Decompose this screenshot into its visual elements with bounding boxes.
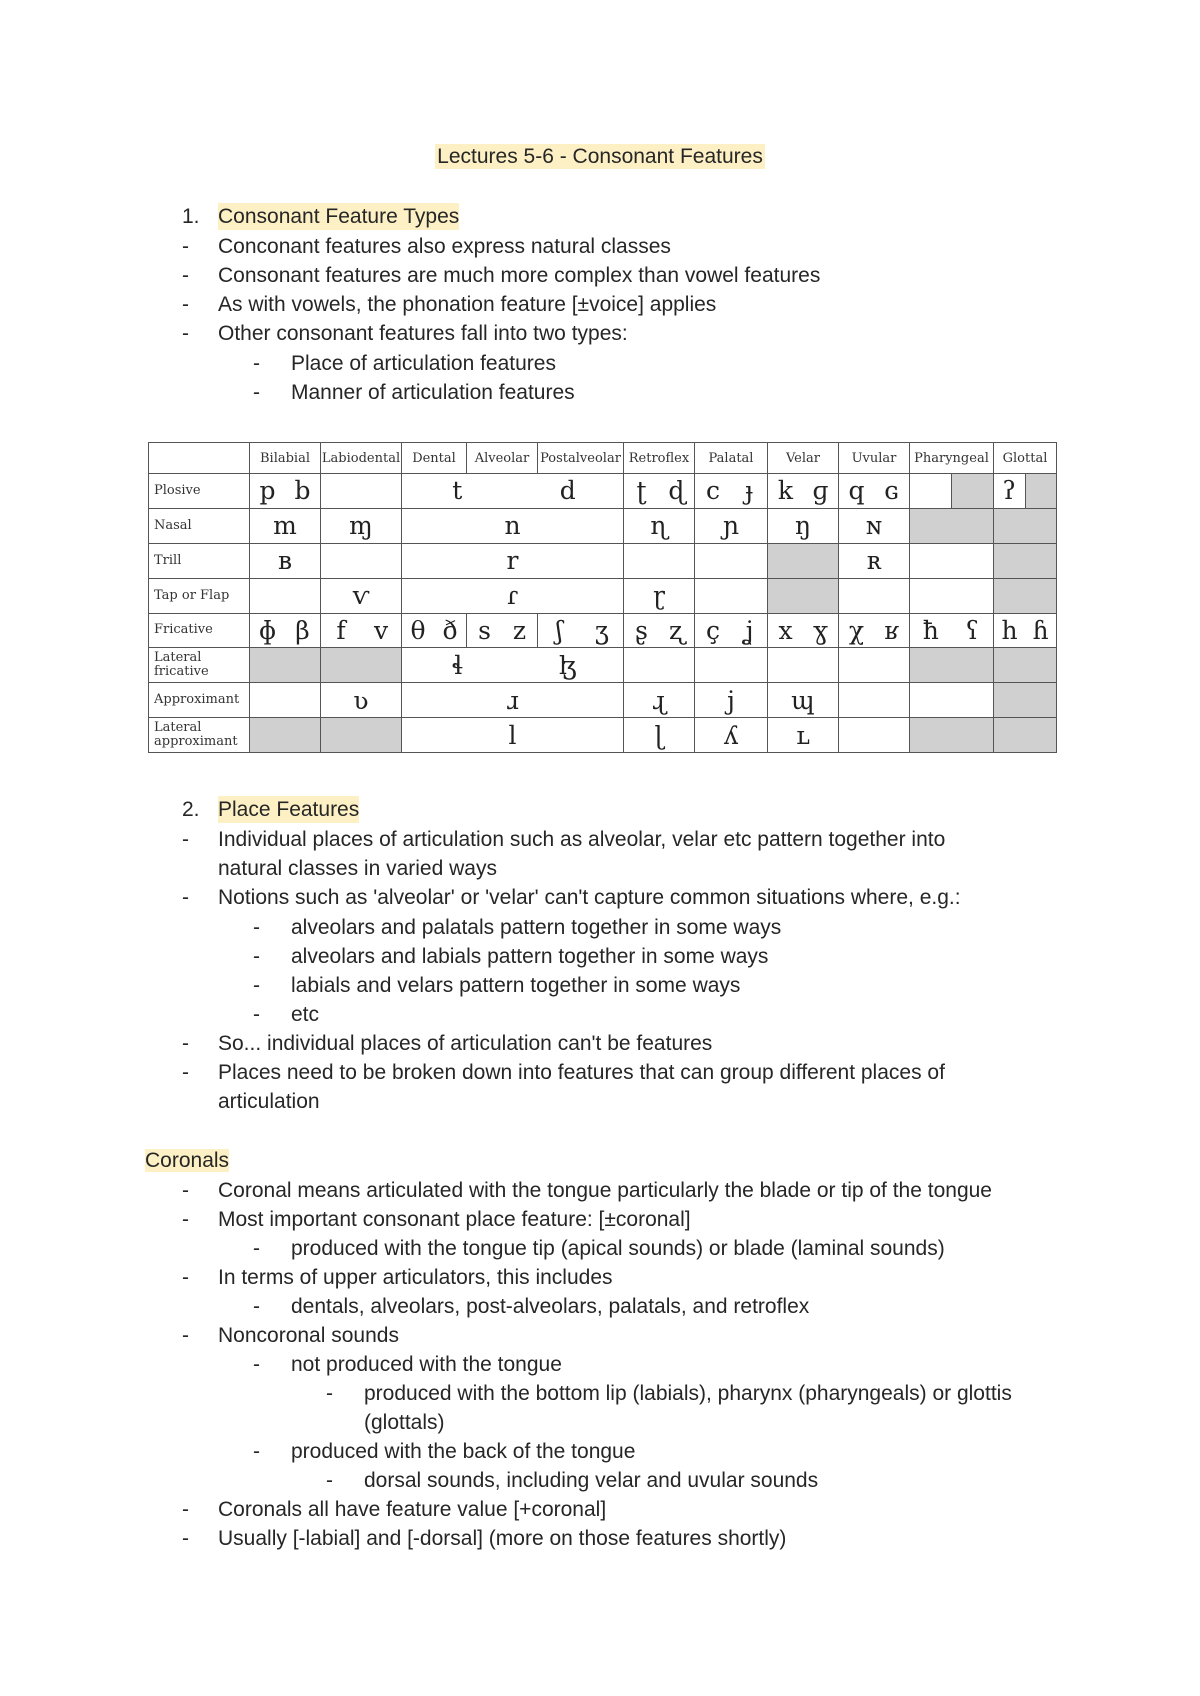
col-header: Retroflex [624, 443, 695, 474]
chart-cell: ʎ [695, 718, 768, 753]
section2-number: 2. [182, 798, 200, 821]
chart-cell [250, 578, 321, 613]
ipa-symbol: ð [442, 615, 458, 645]
chart-cell-impossible [910, 648, 994, 683]
ipa-symbol: t [452, 476, 463, 506]
row-header: Lateral fricative [149, 648, 250, 683]
col-header: Dental [402, 443, 467, 474]
chart-cell [695, 613, 768, 648]
ipa-symbol: ʃ [555, 615, 563, 645]
ipa-symbol: ʂ [635, 615, 648, 645]
ipa-symbol: ʁ [884, 615, 899, 645]
ipa-symbol: c [705, 476, 720, 506]
chart-cell: ɽ [624, 578, 695, 613]
chart-cell [839, 578, 910, 613]
row-header: Lateral approximant [149, 718, 250, 753]
ipa-symbol: ɣ [813, 615, 828, 645]
ipa-consonant-chart [148, 442, 1056, 753]
chart-cell: ɳ [624, 508, 695, 543]
chart-cell-symbol: ʔ [1002, 476, 1016, 506]
ipa-symbol: ʈ [636, 476, 647, 506]
chart-cell-impossible [994, 683, 1057, 718]
chart-cell-impossible [994, 508, 1057, 543]
chart-cell: ɴ [839, 508, 910, 543]
ipa-symbol: ɟ [745, 476, 753, 506]
chart-cell-impossible [910, 718, 994, 753]
row-header: Fricative [149, 613, 250, 648]
ipa-symbol: ɡ [812, 476, 829, 506]
section2-heading-text: Place Features [218, 798, 360, 821]
chart-cell [467, 613, 538, 648]
chart-cell [695, 648, 768, 683]
ipa-symbol: ɸ [258, 615, 277, 645]
col-header: Palatal [695, 443, 768, 474]
ipa-symbol: k [777, 476, 794, 506]
chart-cell [910, 543, 994, 578]
chart-cell-impossible [321, 718, 402, 753]
col-header: Postalveolar [538, 443, 624, 474]
ipa-symbol: s [478, 615, 491, 645]
chart-cell: ʟ [768, 718, 839, 753]
chart-cell [839, 718, 910, 753]
ipa-symbol: x [778, 615, 793, 645]
chart-cell: ⱱ [321, 578, 402, 613]
ipa-symbol: ɢ [884, 476, 899, 506]
row-header: Plosive [149, 474, 250, 509]
chart-cell: ɱ [321, 508, 402, 543]
chart-cell [839, 648, 910, 683]
chart-cell [768, 648, 839, 683]
chart-cell: ŋ [768, 508, 839, 543]
row-header: Approximant [149, 683, 250, 718]
chart-cell [250, 613, 321, 648]
ipa-symbol: d [559, 476, 576, 506]
chart-cell [624, 648, 695, 683]
col-header: Labiodental [321, 443, 402, 474]
chart-cell [402, 648, 624, 683]
chart-cell: ɰ [768, 683, 839, 718]
ipa-symbol: χ [848, 615, 865, 645]
col-header: Uvular [839, 443, 910, 474]
ipa-symbol: ħ [922, 615, 939, 645]
chart-cell-impossible [994, 543, 1057, 578]
chart-cell [839, 683, 910, 718]
chart-cell [910, 613, 994, 648]
chart-cell [402, 474, 624, 509]
chart-cell: j [695, 683, 768, 718]
ipa-symbol: ç [705, 615, 720, 645]
chart-cell [910, 474, 994, 509]
col-header: Pharyngeal [910, 443, 994, 474]
chart-cell [538, 613, 624, 648]
chart-cell [695, 578, 768, 613]
chart-cell: ɻ [624, 683, 695, 718]
row-header: Nasal [149, 508, 250, 543]
ipa-symbol: p [259, 476, 276, 506]
chart-cell [695, 543, 768, 578]
chart-cell-impossible [321, 648, 402, 683]
chart-cell-impossible [994, 578, 1057, 613]
chart-cell [321, 613, 402, 648]
ipa-symbol: β [295, 615, 310, 645]
chart-cell: ʀ [839, 543, 910, 578]
ipa-symbol: ɬ [451, 650, 463, 680]
col-header: Glottal [994, 443, 1057, 474]
chart-cell [402, 613, 467, 648]
coronals-heading: Coronals [145, 1149, 230, 1172]
chart-cell [250, 683, 321, 718]
row-header: Trill [149, 543, 250, 578]
col-header: Bilabial [250, 443, 321, 474]
ipa-symbol: b [294, 476, 311, 506]
col-header: Velar [768, 443, 839, 474]
ipa-symbol: ʕ [965, 615, 979, 645]
row-header: Tap or Flap [149, 578, 250, 613]
chart-cell [910, 578, 994, 613]
section1-number: 1. [182, 205, 200, 228]
chart-cell: l [402, 718, 624, 753]
chart-cell-impossible [250, 718, 321, 753]
chart-cell: ʋ [321, 683, 402, 718]
chart-cell [768, 613, 839, 648]
chart-cell [321, 474, 402, 509]
page-title [0, 145, 1200, 169]
chart-cell-impossible [994, 718, 1057, 753]
chart-cell [624, 474, 695, 509]
ipa-symbol: ʝ [744, 615, 754, 645]
ipa-symbol: θ [410, 615, 426, 645]
ipa-symbol: ʐ [669, 615, 684, 645]
ipa-symbol: f [336, 615, 346, 645]
chart-corner [149, 443, 250, 474]
chart-cell [250, 474, 321, 509]
chart-cell [695, 474, 768, 509]
chart-cell [624, 543, 695, 578]
section1-heading-text: Consonant Feature Types [218, 205, 460, 228]
ipa-symbol: ʒ [594, 615, 609, 645]
chart-cell-impossible [994, 648, 1057, 683]
chart-cell [839, 613, 910, 648]
chart-cell [768, 474, 839, 509]
chart-cell [321, 543, 402, 578]
chart-cell: n [402, 508, 624, 543]
ipa-symbol: z [512, 615, 527, 645]
ipa-symbol: h [1001, 615, 1018, 645]
ipa-symbol: ɮ [558, 650, 577, 680]
chart-cell-impossible [910, 508, 994, 543]
chart-cell: ɲ [695, 508, 768, 543]
chart-cell [839, 474, 910, 509]
ipa-symbol: ɦ [1032, 615, 1049, 645]
ipa-symbol: ɖ [668, 476, 685, 506]
chart-cell [624, 613, 695, 648]
chart-cell [910, 683, 994, 718]
chart-cell: r [402, 543, 624, 578]
chart-cell [994, 613, 1057, 648]
page-title-text: Lectures 5-6 - Consonant Features [437, 145, 763, 168]
chart-cell-impossible [250, 648, 321, 683]
chart-cell-impossible [768, 543, 839, 578]
ipa-symbol: v [373, 615, 389, 645]
chart-cell [994, 474, 1057, 509]
chart-cell: ɭ [624, 718, 695, 753]
ipa-symbol: q [848, 476, 865, 506]
col-header: Alveolar [467, 443, 538, 474]
chart-cell-impossible [768, 578, 839, 613]
chart-cell: m [250, 508, 321, 543]
chart-cell: ɹ [402, 683, 624, 718]
chart-cell: ʙ [250, 543, 321, 578]
chart-cell: ɾ [402, 578, 624, 613]
